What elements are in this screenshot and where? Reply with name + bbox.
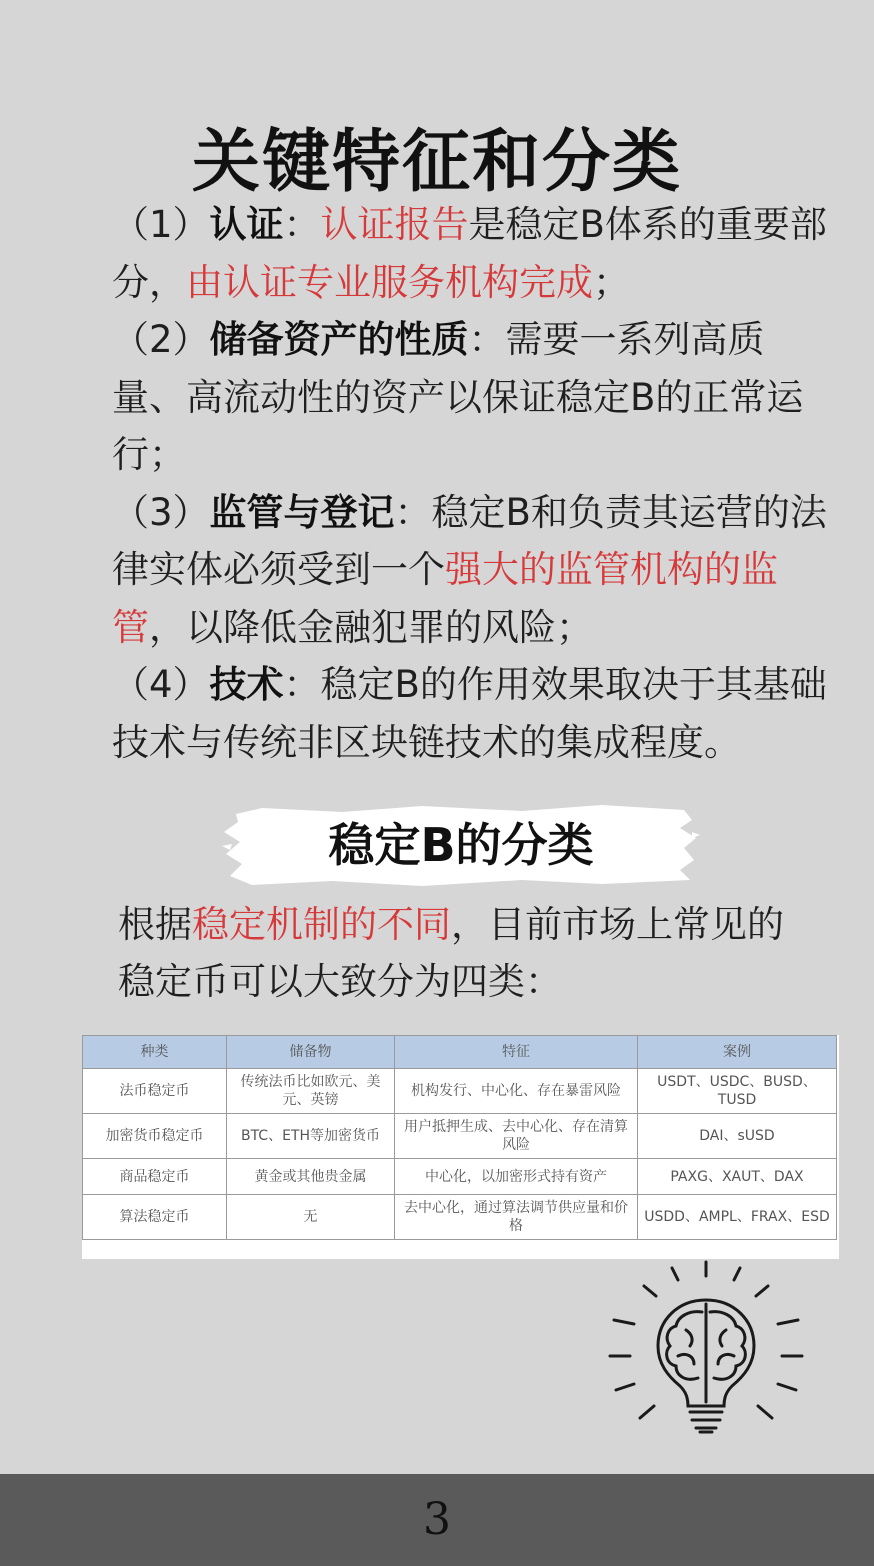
page-title: 关键特征和分类 bbox=[191, 123, 682, 202]
table-cell: 黄金或其他贵金属 bbox=[227, 1159, 395, 1195]
table-cell: DAI、sUSD bbox=[638, 1114, 837, 1159]
highlight-text: 强大的监管机构的监管 bbox=[112, 548, 778, 649]
section-subtitle: 稳定B的分类 bbox=[328, 818, 594, 872]
lightbulb-brain-icon bbox=[606, 1260, 806, 1440]
table-row bbox=[83, 1159, 837, 1195]
page-number: 3 bbox=[423, 1494, 451, 1545]
feature-list bbox=[112, 196, 832, 771]
table-header-row bbox=[83, 1036, 837, 1069]
highlight-text: 由认证专业服务机构完成 bbox=[186, 260, 593, 304]
table-cell: 法币稳定币 bbox=[83, 1069, 227, 1114]
stablecoin-table bbox=[82, 1035, 839, 1259]
table-cell: 算法稳定币 bbox=[83, 1195, 227, 1240]
feature-item-3: （3）监管与登记：稳定B和负责其运营的法律实体必须受到一个强大的监管机构的监管，以降低金融犯罪的风险； bbox=[112, 490, 827, 649]
feature-heading: 技术 bbox=[209, 663, 284, 706]
column-header: 储备物 bbox=[227, 1036, 395, 1069]
table-cell: 加密货币稳定币 bbox=[83, 1114, 227, 1159]
table-cell: 无 bbox=[227, 1195, 395, 1240]
table-cell: 机构发行、中心化、存在暴雷风险 bbox=[395, 1069, 638, 1114]
feature-heading: 认证 bbox=[209, 203, 284, 246]
highlight-text: 稳定机制的不同 bbox=[192, 903, 451, 946]
feature-heading: 监管与登记 bbox=[209, 490, 395, 534]
table-cell: USDD、AMPL、FRAX、ESD bbox=[638, 1195, 837, 1240]
column-header: 案例 bbox=[638, 1036, 837, 1069]
table-cell: 去中心化，通过算法调节供应量和价格 bbox=[395, 1195, 638, 1240]
table-cell: 传统法币比如欧元、美元、英镑 bbox=[227, 1069, 395, 1114]
column-header: 种类 bbox=[83, 1036, 227, 1069]
feature-item-1: （1）认证：认证报告是稳定B体系的重要部分，由认证专业服务机构完成； bbox=[112, 203, 827, 304]
table-cell: 用户抵押生成、去中心化、存在清算风险 bbox=[395, 1114, 638, 1159]
table-row bbox=[83, 1195, 837, 1240]
classification-intro: 根据稳定机制的不同，目前市场上常见的稳定币可以大致分为四类： bbox=[118, 903, 784, 1003]
highlight-text: 认证报告 bbox=[320, 203, 469, 246]
feature-heading: 储备资产的性质 bbox=[209, 318, 469, 361]
feature-item-2: （2）储备资产的性质：需要一系列高质量、高流动性的资产以保证稳定B的正常运行； bbox=[112, 318, 804, 476]
feature-item-4: （4）技术：稳定B的作用效果取决于其基础技术与传统非区块链技术的集成程度。 bbox=[112, 663, 827, 764]
table-row bbox=[83, 1114, 837, 1159]
table-cell: 商品稳定币 bbox=[83, 1159, 227, 1195]
table-row bbox=[83, 1069, 837, 1114]
column-header: 特征 bbox=[395, 1036, 638, 1069]
table-cell: BTC、ETH等加密货币 bbox=[227, 1114, 395, 1159]
table-cell: 中心化，以加密形式持有资产 bbox=[395, 1159, 638, 1195]
table-cell: USDT、USDC、BUSD、TUSD bbox=[638, 1069, 837, 1114]
table-cell: PAXG、XAUT、DAX bbox=[638, 1159, 837, 1195]
